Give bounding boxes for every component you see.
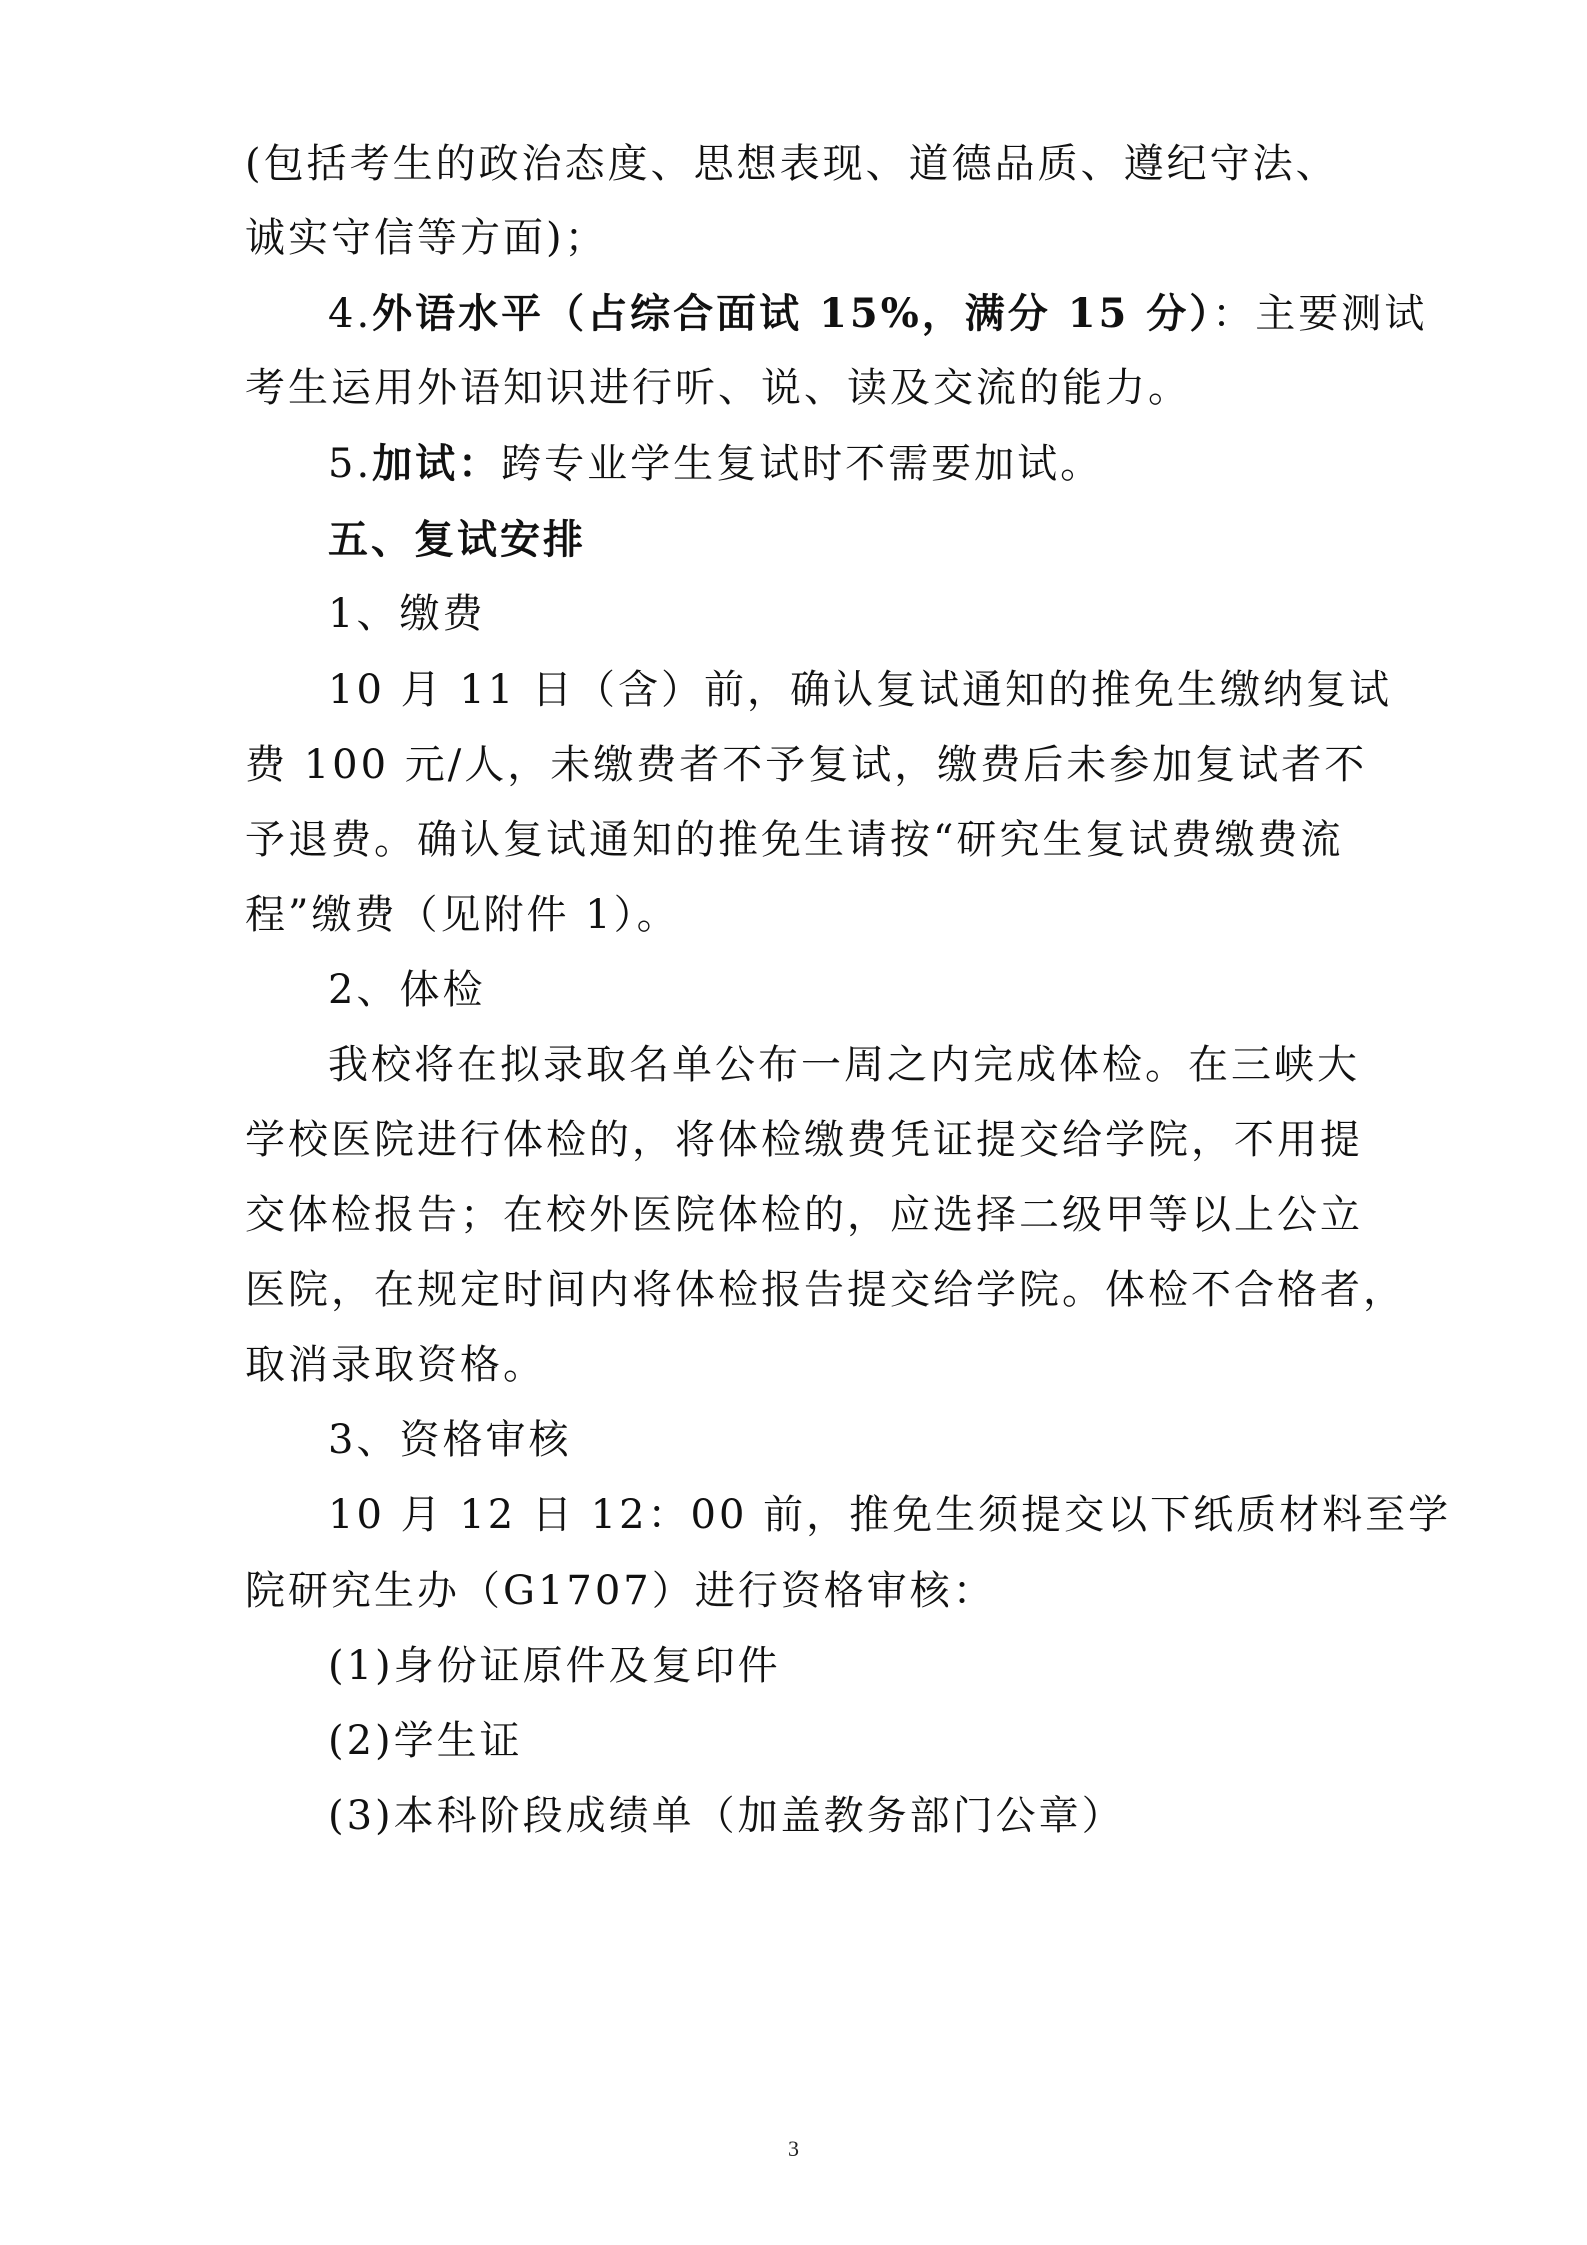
list-item-2	[328, 1718, 523, 1764]
text-segment: (3)本科阶段成绩单（加盖教务部门公章）	[328, 1793, 1125, 1839]
text-line-14	[245, 1117, 1363, 1163]
subsection-heading-review	[328, 1417, 572, 1463]
text-line-16	[245, 1267, 1406, 1313]
text-segment: 交体检报告；在校外医院体检的，应选择二级甲等以上公立	[245, 1192, 1363, 1238]
text-line-10	[245, 817, 1344, 863]
text-segment: (包括考生的政治态度、思想表现、道德品质、遵纪守法、	[245, 141, 1339, 187]
subsection-heading-exam	[328, 967, 486, 1013]
subsection-heading-payment	[328, 591, 486, 637]
section-heading	[328, 516, 586, 563]
text-line-2	[245, 215, 608, 261]
text-segment: 学校医院进行体检的，将体检缴费凭证提交给学院，不用提	[245, 1117, 1363, 1163]
text-line-13	[328, 1042, 1360, 1088]
bold-heading-segment: 加试：	[372, 440, 502, 487]
bold-heading-segment: 外语水平（占综合面试 15%，满分 15 分）	[372, 290, 1213, 337]
list-item-3	[328, 1793, 1125, 1839]
text-segment: 我校将在拟录取名单公布一周之内完成体检。在三峡大	[328, 1042, 1360, 1088]
text-segment: 医院，在规定时间内将体检报告提交给学院。体检不合格者，	[245, 1267, 1406, 1313]
text-segment: 2、体检	[328, 967, 486, 1013]
text-segment: 10 月 11 日（含）前，确认复试通知的推免生缴纳复试	[328, 667, 1392, 713]
text-line-1	[245, 141, 1339, 187]
text-line-4	[245, 365, 1191, 411]
page-number: 3	[788, 2136, 799, 2161]
list-item-1	[328, 1643, 781, 1689]
text-segment: 跨专业学生复试时不需要加试。	[501, 441, 1104, 487]
text-segment: 10 月 12 日 12：00 前，推免生须提交以下纸质材料至学	[328, 1492, 1452, 1538]
text-line-15	[245, 1192, 1363, 1238]
text-segment: 4.	[328, 291, 373, 337]
text-line-5	[328, 440, 1104, 487]
text-segment: 费 100 元/人，未缴费者不予复试，缴费后未参加复试者不	[245, 742, 1368, 788]
text-line-19	[328, 1492, 1452, 1538]
text-segment: (2)学生证	[328, 1718, 523, 1764]
text-segment: 院研究生办（G1707）进行资格审核：	[245, 1568, 996, 1614]
text-line-8	[328, 667, 1392, 713]
section-heading-text: 五、复试安排	[328, 516, 586, 563]
text-segment: 5.	[328, 441, 373, 487]
text-segment: 取消录取资格。	[245, 1342, 546, 1388]
text-segment: 考生运用外语知识进行听、说、读及交流的能力。	[245, 365, 1191, 411]
text-line-9	[245, 742, 1368, 788]
text-segment: 3、资格审核	[328, 1417, 572, 1463]
text-line-11	[245, 892, 680, 938]
text-segment: 予退费。确认复试通知的推免生请按“研究生复试费缴费流	[245, 817, 1344, 863]
text-segment: (1)身份证原件及复印件	[328, 1643, 781, 1689]
text-segment: 程”缴费（见附件 1）。	[245, 892, 680, 938]
text-line-20	[245, 1568, 996, 1614]
text-segment: 诚实守信等方面)；	[245, 215, 608, 261]
text-segment: ：主要测试	[1212, 291, 1428, 337]
text-line-17	[245, 1342, 546, 1388]
text-segment: 1、缴费	[328, 591, 486, 637]
text-line-3	[328, 290, 1428, 337]
